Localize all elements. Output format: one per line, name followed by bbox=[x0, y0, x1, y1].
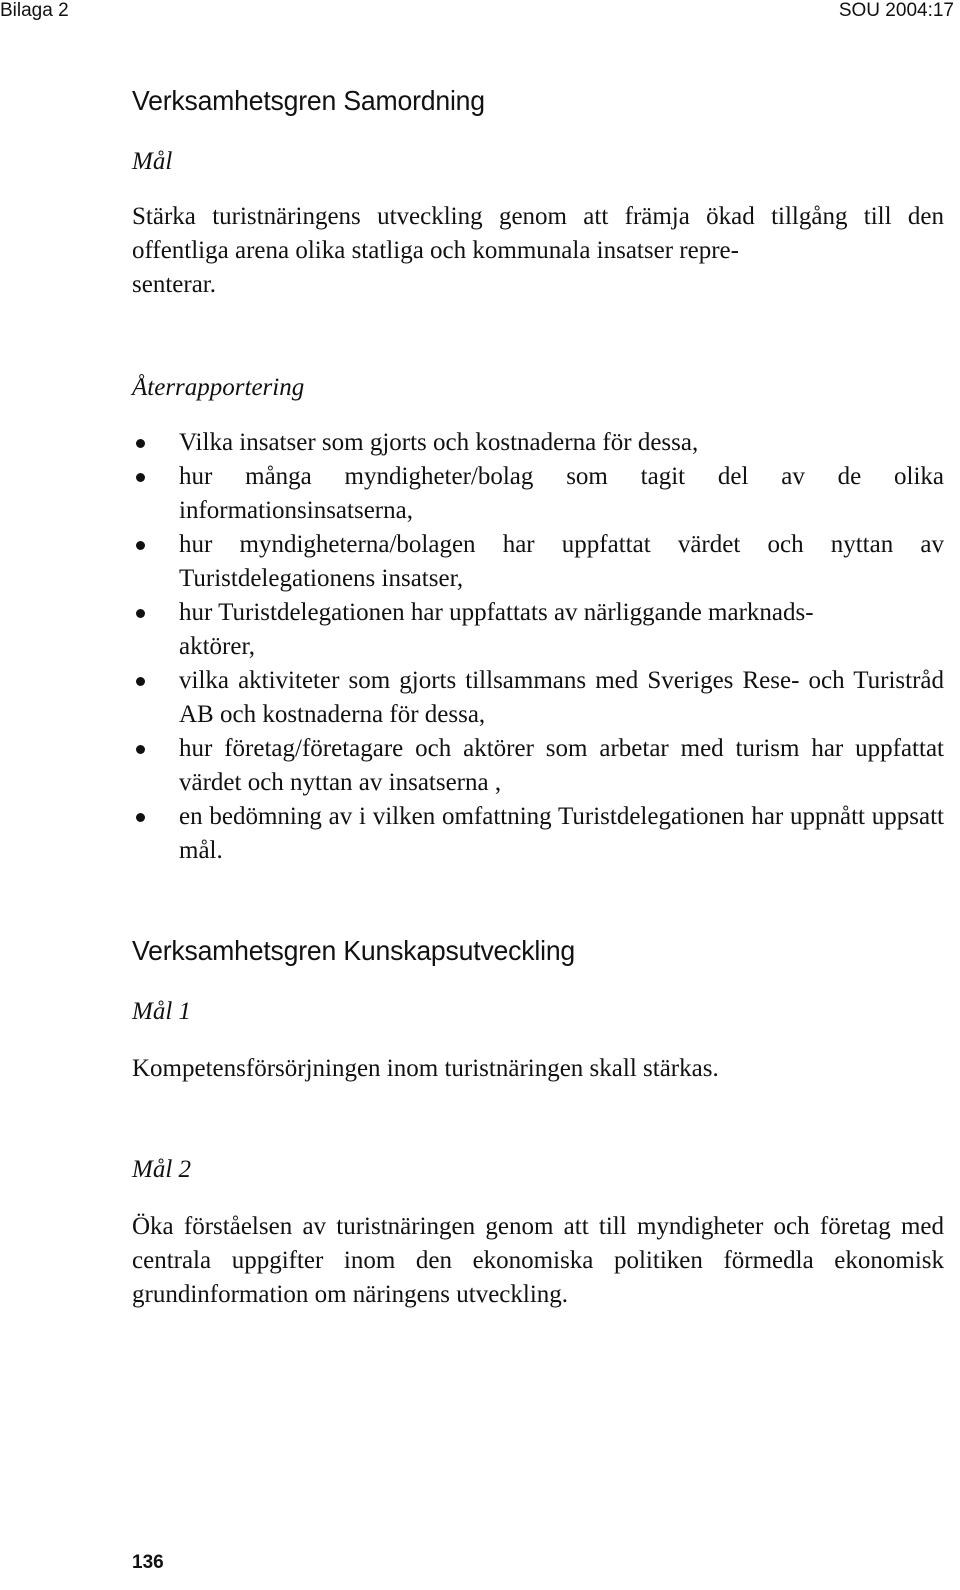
goal1-text: Kompetensförsörjningen inom turistnäringen skall stärkas. bbox=[132, 1055, 719, 1082]
list-item bbox=[132, 528, 944, 596]
goal1-label: Mål 1 bbox=[132, 998, 192, 1025]
page-number: 136 bbox=[132, 1552, 164, 1573]
goal2-label: Mål 2 bbox=[132, 1156, 192, 1183]
list-item-text: Vilka insatser som gjorts och kostnaderna för dessa, bbox=[179, 429, 699, 456]
list-item-text: hur företag/företagare och aktörer som arbetar med turism har uppfattat värdet och nyttan av insatserna , bbox=[179, 735, 944, 796]
list-item bbox=[132, 664, 944, 732]
section-heading-samordning: Verksamhetsgren Samordning bbox=[132, 85, 485, 116]
goal-label: Mål bbox=[132, 148, 173, 175]
goal2-text: Öka förståelsen av turistnäringen genom att till myndigheter och företag med centrala uppgifter inom den ekonomiska politiken förmedla ekonomisk grundinformation om näringens utveckling. bbox=[132, 1213, 944, 1308]
goal-text: Stärka turistnäringens utveckling genom att främja ökad tillgång till den offentliga arena olika statliga och kommunala insatser repre- senterar. bbox=[132, 203, 944, 298]
list-item bbox=[132, 460, 944, 528]
list-item bbox=[132, 596, 944, 664]
list-item-text: vilka aktiviteter som gjorts tillsammans med Sveriges Rese- och Turistråd AB och kostnaderna för dessa, bbox=[179, 667, 944, 728]
reporting-label: Återrapportering bbox=[132, 374, 305, 401]
list-item-text: en bedömning av i vilken omfattning Turistdelegationen har uppnått uppsatt mål. bbox=[179, 803, 944, 864]
list-item-text: hur Turistdelegationen har uppfattats av närliggande marknads- aktörer, bbox=[179, 599, 814, 660]
reporting-list bbox=[132, 426, 944, 868]
running-head-left: Bilaga 2 bbox=[0, 0, 69, 21]
bullet-icon bbox=[136, 745, 145, 754]
bullet-icon bbox=[136, 813, 145, 822]
bullet-icon bbox=[136, 473, 145, 482]
running-head-right: SOU 2004:17 bbox=[838, 0, 954, 21]
bullet-icon bbox=[136, 541, 145, 550]
list-item bbox=[132, 426, 944, 460]
list-item bbox=[132, 732, 944, 800]
bullet-icon bbox=[136, 439, 145, 448]
list-item-text: hur myndigheterna/bolagen har uppfattat värdet och nyttan av Turistdelegationens insatser, bbox=[179, 531, 944, 592]
section-heading-kunskapsutveckling: Verksamhetsgren Kunskapsutveckling bbox=[132, 935, 576, 966]
bullet-icon bbox=[136, 609, 145, 618]
list-item-text: hur många myndigheter/bolag som tagit del av de olika informationsinsatserna, bbox=[179, 463, 944, 524]
bullet-icon bbox=[136, 677, 145, 686]
list-item bbox=[132, 800, 944, 868]
